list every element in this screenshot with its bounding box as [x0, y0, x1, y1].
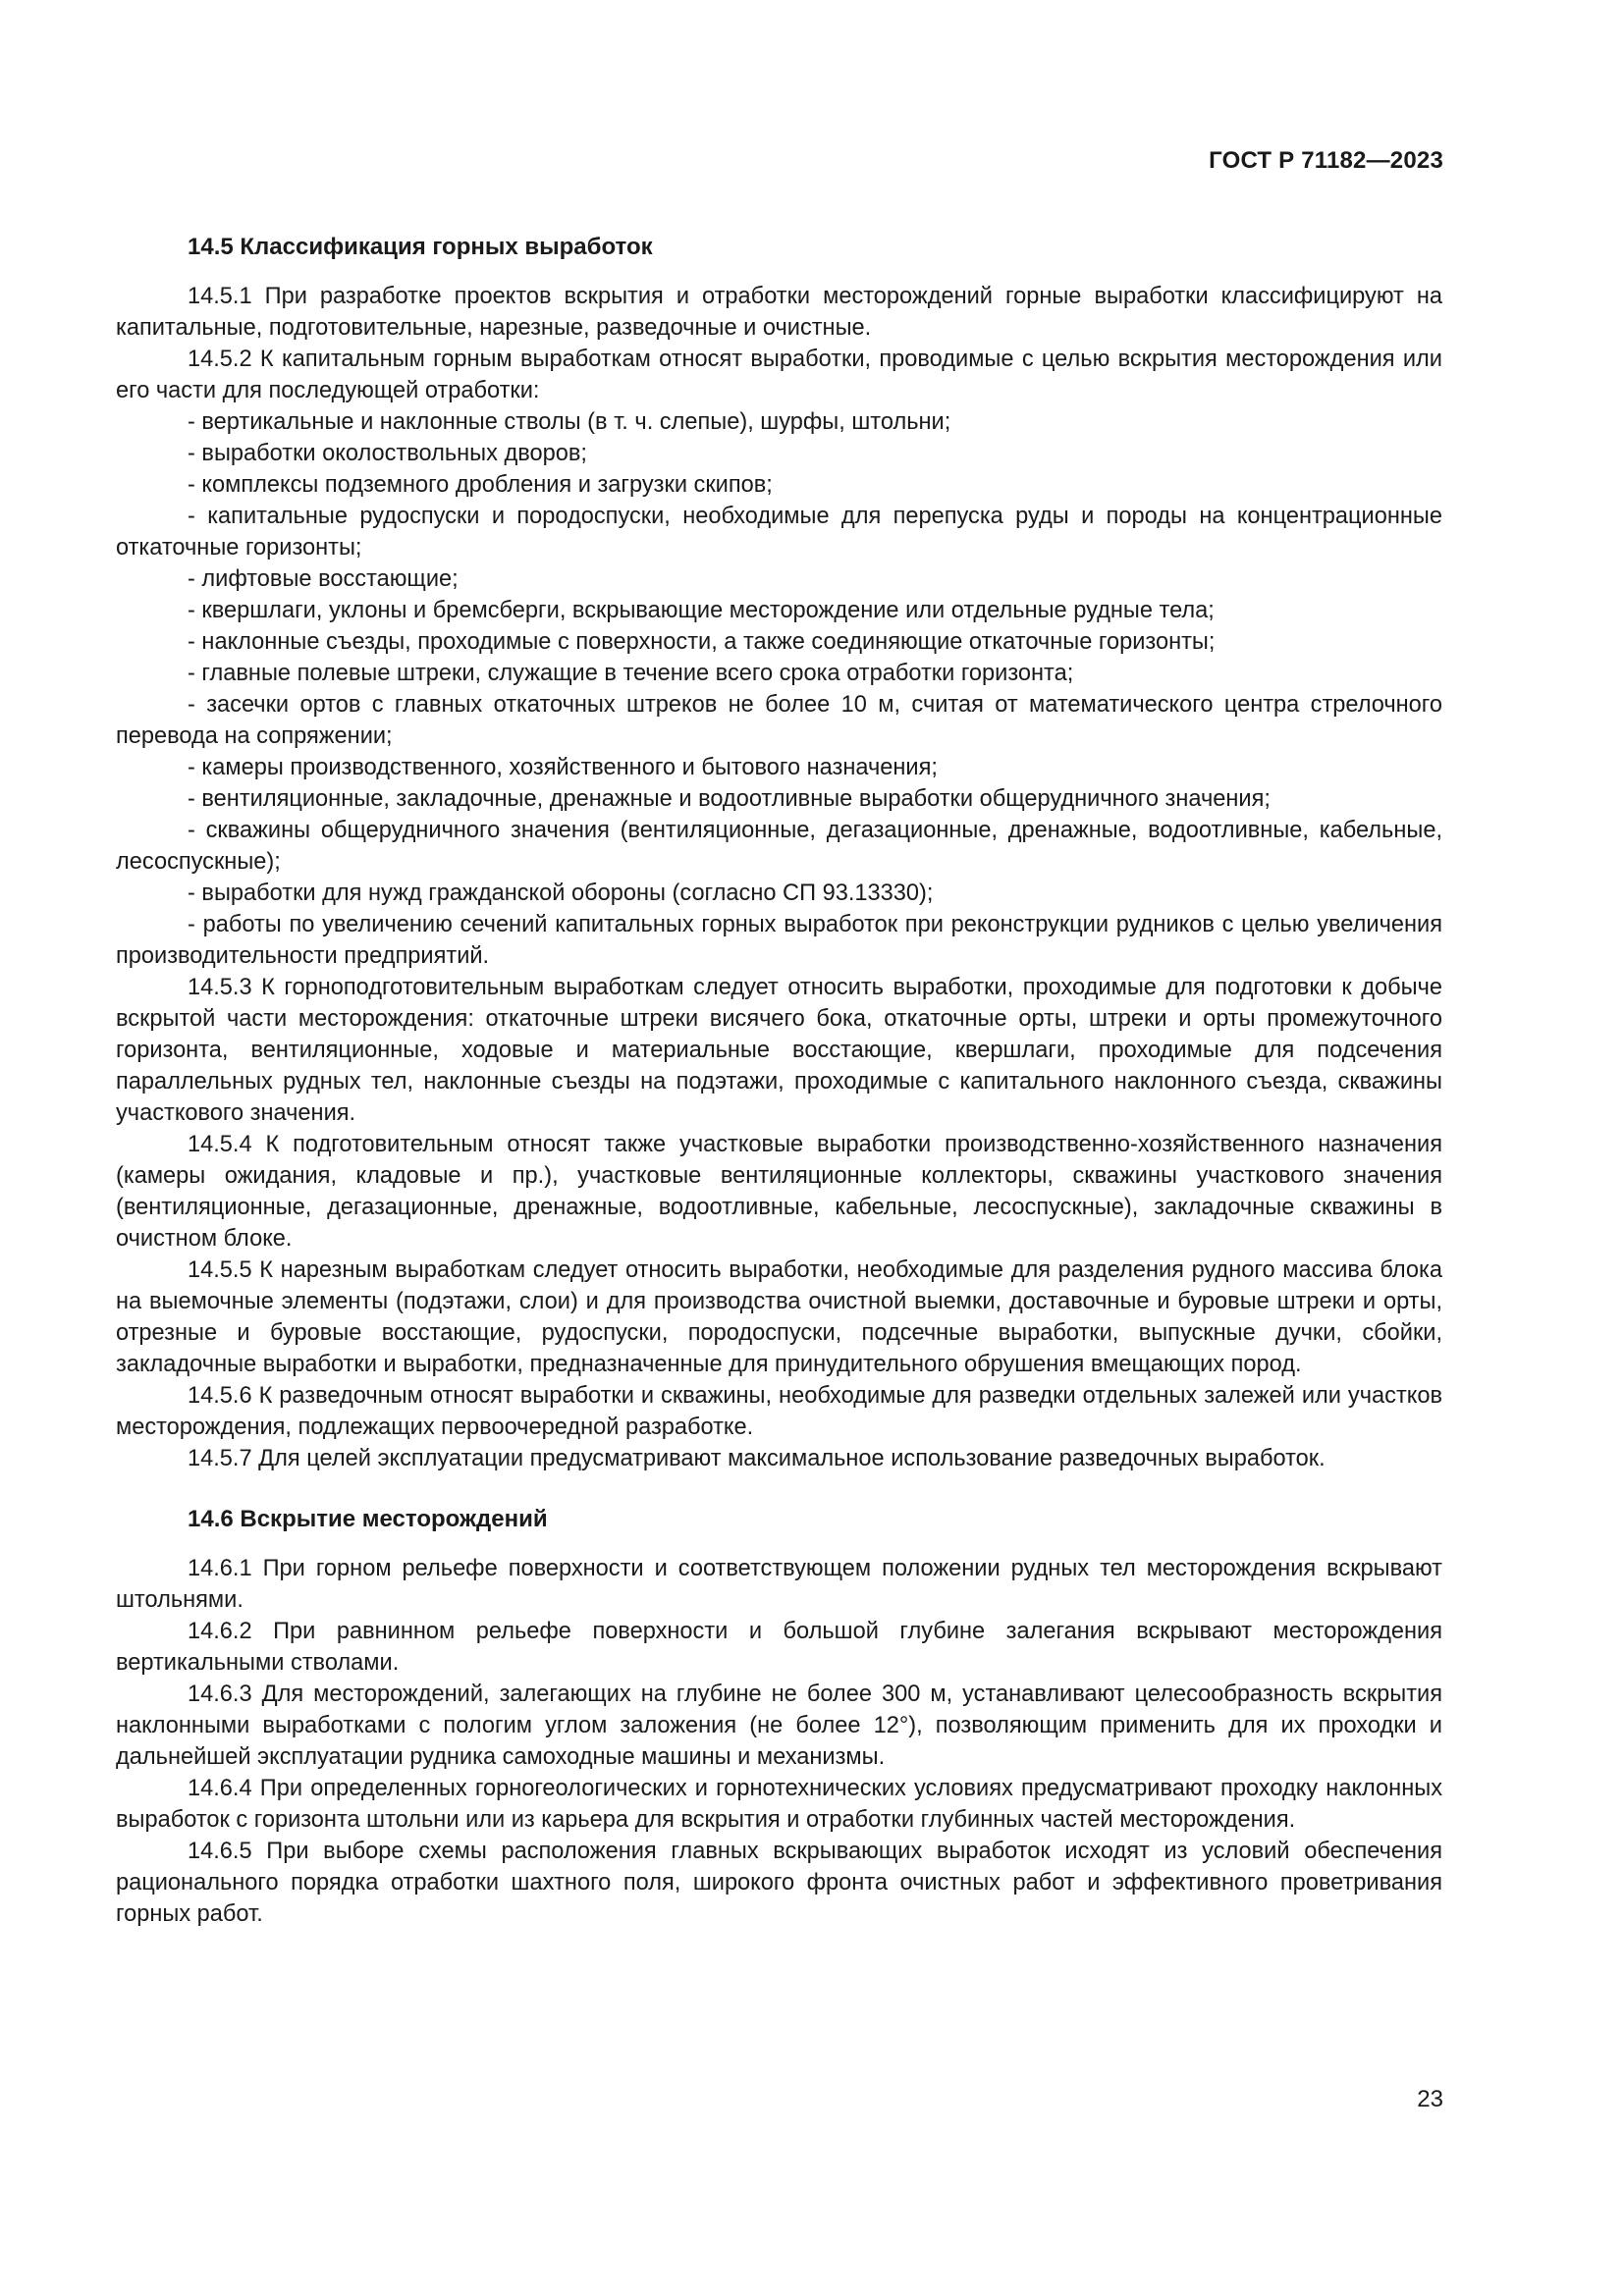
list-item: - камеры производственного, хозяйственного и бытового назначения;: [188, 755, 938, 780]
paragraph-14-5-6: 14.5.6 К разведочным относят выработки и скважины, необходимые для разведки отдельных залежей или участков месторождения, подлежащих первоочередной разработке.: [116, 1383, 1442, 1440]
list-item: - комплексы подземного дробления и загрузки скипов;: [188, 472, 773, 498]
paragraph-14-6-4: 14.6.4 При определенных горногеологических и горнотехнических условиях предусматривают проходку наклонных выработок с горизонта штольни или из карьера для вскрытия и отработки глубинных частей месторождения.: [116, 1776, 1442, 1833]
paragraph-14-6-2: 14.6.2 При равнинном рельефе поверхности и большой глубине залегания вскрывают месторождения вертикальными стволами.: [116, 1619, 1442, 1676]
list-item: - наклонные съезды, проходимые с поверхности, а также соединяющие откаточные горизонты;: [188, 629, 1216, 655]
list-item: - главные полевые штреки, служащие в течение всего срока отработки горизонта;: [188, 661, 1074, 686]
paragraph-14-5-4: 14.5.4 К подготовительным относят также участковые выработки производственно-хозяйственного назначения (камеры ожидания, кладовые и пр.), участковые вентиляционные коллекторы, скважины участкового значения (вентиляционные, дегазационные, дренажные, водоотливные, кабельные, лесоспускные), закладочные скважины в очистном блоке.: [116, 1132, 1442, 1252]
paragraph-14-5-5: 14.5.5 К нарезным выработкам следует относить выработки, необходимые для разделения рудного массива блока на выемочные элементы (подэтажи, слои) и для производства очистной выемки, доставочные и буровые штреки и орты, отрезные и буровые восстающие, рудоспуски, породоспуски, подсечные выработки, выпускные дучки, сбойки, закладочные выработки и выработки, предназначенные для принудительного обрушения вмещающих пород.: [116, 1257, 1442, 1377]
list-item: - вертикальные и наклонные стволы (в т. ч. слепые), шурфы, штольни;: [188, 409, 951, 435]
paragraph-14-6-1: 14.6.1 При горном рельефе поверхности и соответствующем положении рудных тел месторождения вскрывают штольнями.: [116, 1556, 1442, 1613]
document-code-header: ГОСТ Р 71182—2023: [1209, 147, 1443, 174]
paragraph-14-5-7: 14.5.7 Для целей эксплуатации предусматривают максимальное использование разведочных выработок.: [188, 1446, 1326, 1471]
paragraph-14-6-5: 14.6.5 При выборе схемы расположения главных вскрывающих выработок исходят из условий обеспечения рационального порядка отработки шахтного поля, широкого фронта очистных работ и эффективного проветривания горных работ.: [116, 1839, 1442, 1927]
section-14-6-title: 14.6 Вскрытие месторождений: [188, 1506, 548, 1532]
list-item: - скважины общерудничного значения (вентиляционные, дегазационные, дренажные, водоотливные, кабельные, лесоспускные);: [116, 818, 1442, 875]
list-item: - капитальные рудоспуски и породоспуски, необходимые для перепуска руды и породы на концентрационные откаточные горизонты;: [116, 504, 1442, 561]
paragraph-14-5-3: 14.5.3 К горноподготовительным выработкам следует относить выработки, проходимые для подготовки к добыче вскрытой части месторождения: откаточные штреки висячего бока, откаточные орты, штреки и орты промежуточного горизонта, вентиляционные, ходовые и материальные восстающие, квершлаги, проходимые для подсечения параллельных рудных тел, наклонные съезды на подэтажи, проходимые с капитального наклонного съезда, скважины участкового значения.: [116, 975, 1442, 1126]
list-item: - квершлаги, уклоны и бремсберги, вскрывающие месторождение или отдельные рудные тела;: [188, 598, 1215, 623]
paragraph-14-5-1: 14.5.1 При разработке проектов вскрытия и отработки месторождений горные выработки классифицируют на капитальные, подготовительные, нарезные, разведочные и очистные.: [116, 284, 1442, 341]
list-item: - выработки для нужд гражданской обороны (согласно СП 93.13330);: [188, 881, 934, 906]
page-content: [116, 232, 1442, 1930]
list-item: - выработки околоствольных дворов;: [188, 441, 587, 466]
list-item: - лифтовые восстающие;: [188, 566, 459, 592]
list-item: - засечки ортов с главных откаточных штреков не более 10 м, считая от математического центра стрелочного перевода на сопряжении;: [116, 692, 1442, 749]
paragraph-14-5-2: 14.5.2 К капитальным горным выработкам относят выработки, проводимые с целью вскрытия месторождения или его части для последующей отработки:: [116, 347, 1442, 403]
page-number: 23: [1417, 2086, 1443, 2112]
paragraph-14-6-3: 14.6.3 Для месторождений, залегающих на глубине не более 300 м, устанавливают целесообразность вскрытия наклонными выработками с пологим углом заложения (не более 12°), позволяющим применить для их проходки и дальнейшей эксплуатации рудника самоходные машины и механизмы.: [116, 1682, 1442, 1770]
list-item: - вентиляционные, закладочные, дренажные и водоотливные выработки общерудничного значения;: [188, 786, 1271, 812]
section-14-5-title: 14.5 Классификация горных выработок: [188, 234, 653, 260]
list-item: - работы по увеличению сечений капитальных горных выработок при реконструкции рудников с целью увеличения производительности предприятий.: [116, 912, 1442, 969]
